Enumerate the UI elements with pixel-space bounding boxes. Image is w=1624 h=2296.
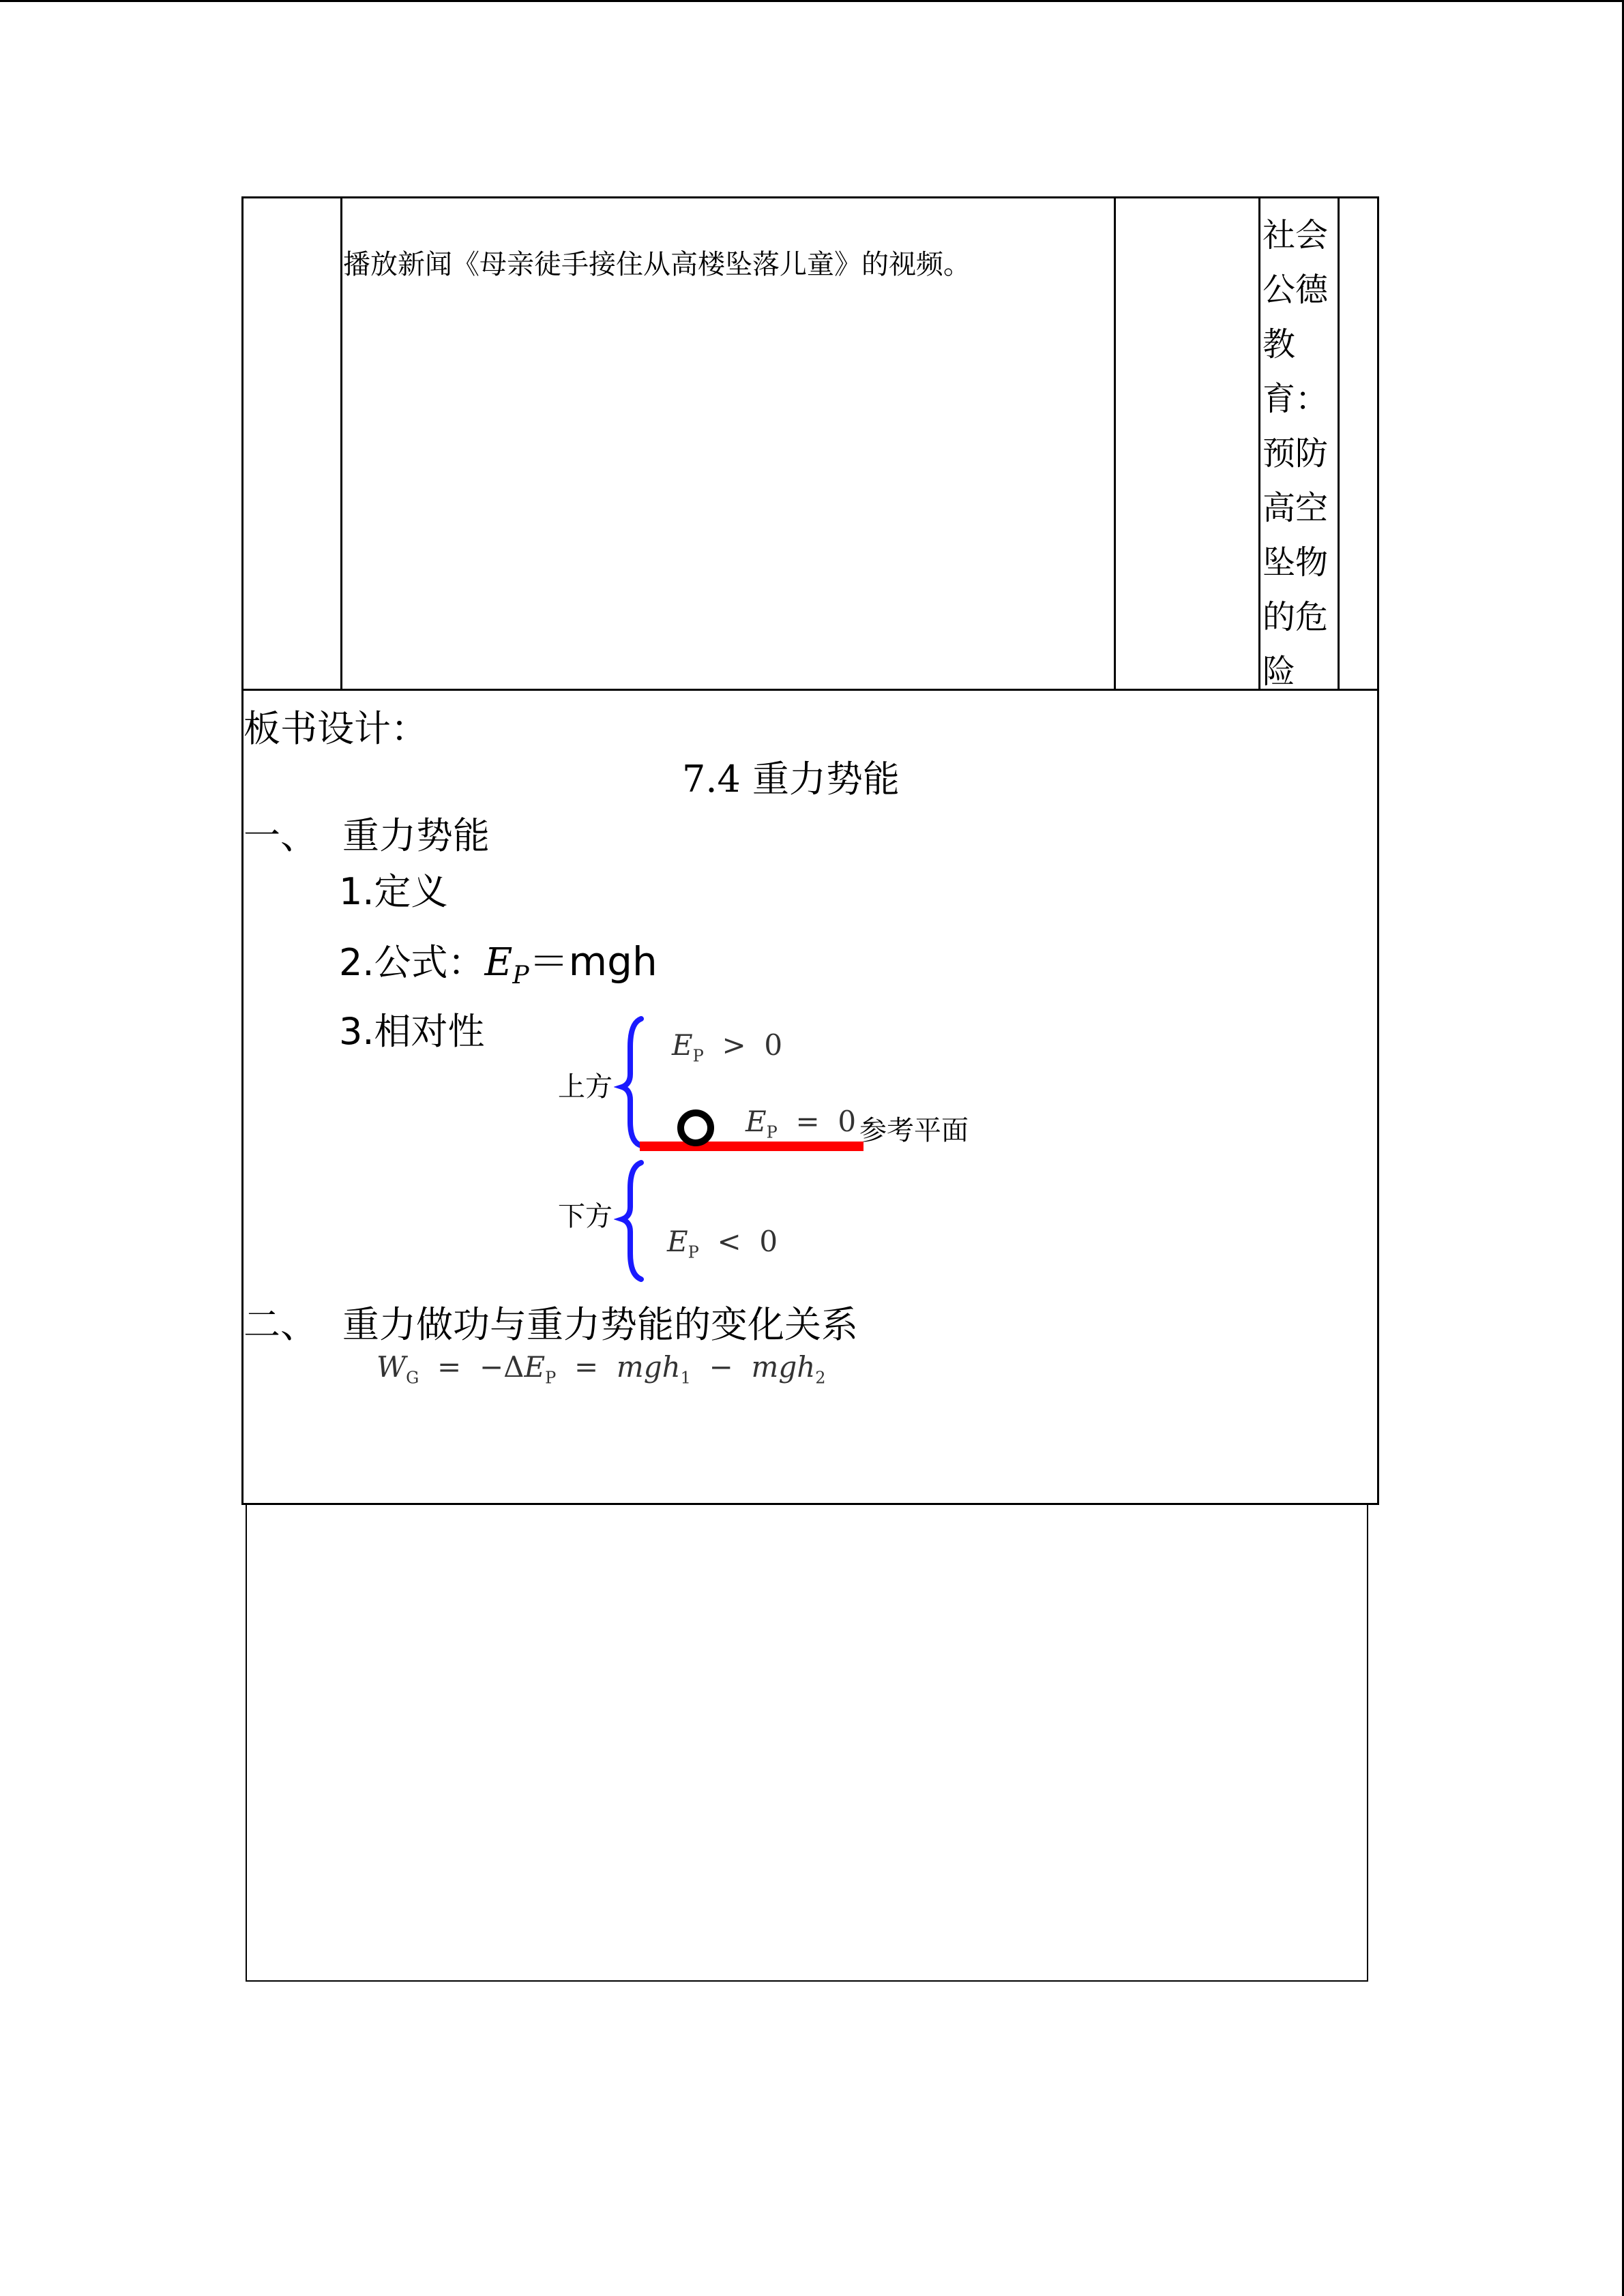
table-right-border xyxy=(1377,196,1379,1504)
board-design-label: 板书设计： xyxy=(243,707,428,750)
section-1-number: 一、 xyxy=(243,814,317,857)
ep-equals-zero: $E_P = 0$ xyxy=(745,1105,857,1142)
table-column-divider-1 xyxy=(340,196,342,690)
formula-mgh: ＝mgh xyxy=(529,938,658,985)
item-formula xyxy=(339,929,658,989)
board-bottom-border xyxy=(241,1503,1379,1505)
section-1-title: 重力势能 xyxy=(342,814,490,857)
empty-box-right-border xyxy=(1367,1504,1368,1982)
reference-plane-label: 参考平面 xyxy=(859,1115,969,1146)
table-top-border xyxy=(241,196,1379,198)
table-column-divider-3 xyxy=(1258,196,1260,690)
table-column-divider-4 xyxy=(1338,196,1340,690)
above-label: 上方 xyxy=(558,1071,612,1103)
news-video-text: 播放新闻《母亲徒手接住从高楼坠落儿童》的视频。 xyxy=(343,249,971,280)
item-definition: 1.定义 xyxy=(339,870,448,913)
upper-brace xyxy=(622,1019,641,1146)
relativity-diagram xyxy=(614,1009,955,1296)
item-formula-prefix: 2.公式： xyxy=(339,941,485,984)
section-2-number: 二、 xyxy=(243,1303,317,1346)
empty-box-left-border xyxy=(246,1504,247,1982)
section-2-title: 重力做功与重力势能的变化关系 xyxy=(342,1303,858,1346)
formula-ep-subscript: P xyxy=(512,961,529,989)
ep-less-than-zero: $E_P < 0$ xyxy=(667,1225,778,1262)
empty-box-bottom-border xyxy=(246,1980,1368,1982)
moral-education-note: 社会公德教育：预防高空坠物的危险 xyxy=(1263,216,1329,691)
table-column-divider-2 xyxy=(1114,196,1116,690)
ep-greater-than-zero: $E_P > 0$ xyxy=(672,1028,783,1066)
lower-brace xyxy=(622,1163,641,1279)
work-energy-formula: $W_G = -\Delta E_P = mgh_1 - mgh_2$ xyxy=(377,1350,826,1388)
formula-ep-symbol: E xyxy=(484,940,513,985)
item-relativity: 3.相对性 xyxy=(339,1010,485,1053)
lesson-title: 7.4 重力势能 xyxy=(682,758,900,801)
table-row-divider xyxy=(241,689,1379,691)
ball-icon xyxy=(681,1113,711,1143)
below-label: 下方 xyxy=(558,1201,612,1232)
